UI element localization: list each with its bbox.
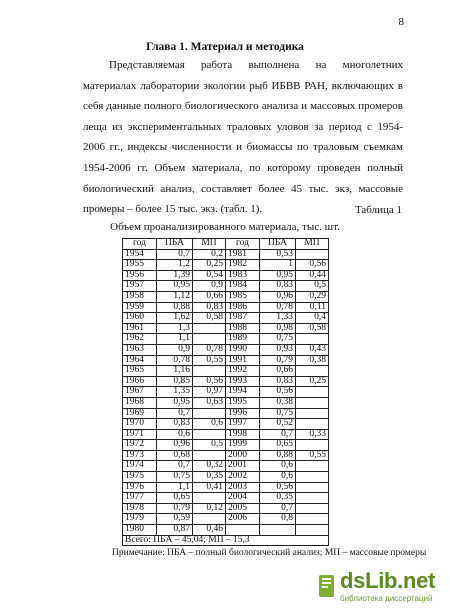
cell-mp	[296, 249, 329, 260]
cell-year: 2006	[226, 514, 260, 525]
cell-pba: 1,1	[157, 334, 193, 345]
header-cell-pba: ПБА	[260, 239, 296, 250]
cell-mp: 0,44	[296, 270, 329, 281]
cell-pba: 0,9	[157, 344, 193, 355]
cell-pba: 0,56	[260, 387, 296, 398]
cell-pba: 0,83	[260, 281, 296, 292]
cell-pba: 0,38	[260, 397, 296, 408]
table-row	[123, 366, 329, 377]
table-row	[123, 429, 329, 440]
cell-mp: 0,46	[193, 525, 226, 536]
table-row	[123, 281, 329, 292]
dslib-name: dsLib.net	[340, 568, 436, 593]
table-row	[123, 525, 329, 536]
cell-mp: 0,43	[296, 344, 329, 355]
cell-pba: 0,75	[157, 472, 193, 483]
cell-year: 1987	[226, 313, 260, 324]
chapter-title: Глава 1. Материал и методика	[146, 41, 304, 53]
cell-year: 1956	[123, 270, 157, 281]
cell-year: 1978	[123, 503, 157, 514]
cell-year: 1960	[123, 313, 157, 324]
cell-year: 1959	[123, 302, 157, 313]
cell-year: 1986	[226, 302, 260, 313]
cell-year: 1997	[226, 419, 260, 430]
table-row	[123, 249, 329, 260]
cell-mp	[193, 366, 226, 377]
cell-pba: 1,16	[157, 366, 193, 377]
table-row	[123, 461, 329, 472]
table-row	[123, 419, 329, 430]
cell-pba: 0,96	[260, 291, 296, 302]
cell-year: 1998	[226, 429, 260, 440]
cell-year: 1971	[123, 429, 157, 440]
cell-mp: 0,5	[193, 440, 226, 451]
cell-pba: 0,6	[157, 429, 193, 440]
cell-mp: 0,33	[296, 429, 329, 440]
table-row	[123, 482, 329, 493]
cell-mp: 0,56	[193, 376, 226, 387]
cell-mp	[296, 482, 329, 493]
cell-mp: 0,38	[296, 355, 329, 366]
cell-pba: 1	[260, 260, 296, 271]
cell-year: 1968	[123, 397, 157, 408]
cell-pba: 0,65	[157, 493, 193, 504]
cell-year: 1995	[226, 397, 260, 408]
table-total-row	[123, 535, 329, 546]
cell-pba: 0,75	[260, 334, 296, 345]
cell-pba: 0,78	[260, 302, 296, 313]
cell-year: 1980	[123, 525, 157, 536]
cell-year: 1983	[226, 270, 260, 281]
cell-pba: 0,56	[260, 482, 296, 493]
cell-pba: 1,39	[157, 270, 193, 281]
cell-year: 1970	[123, 419, 157, 430]
cell-mp	[296, 387, 329, 398]
table-header-row	[123, 239, 329, 250]
cell-mp	[296, 525, 329, 536]
cell-pba: 0,96	[157, 440, 193, 451]
cell-mp: 0,9	[193, 281, 226, 292]
cell-mp: 0,54	[193, 270, 226, 281]
cell-pba: 0,7	[260, 429, 296, 440]
cell-year: 1966	[123, 376, 157, 387]
cell-mp: 0,35	[193, 472, 226, 483]
cell-pba: 0,52	[260, 419, 296, 430]
cell-year: 1985	[226, 291, 260, 302]
cell-mp: 0,2	[193, 249, 226, 260]
cell-mp: 0,83	[193, 302, 226, 313]
cell-mp	[296, 334, 329, 345]
cell-year: 1969	[123, 408, 157, 419]
cell-pba: 0,53	[260, 249, 296, 260]
paragraph-text: Представляемая работа выполнена на многолетних материалах лаборатории экологии рыб ИБВВ РАН, включающих в себя данные полного биологического анализа и массовых промеров леща из экспериментальных траловых уловов за период с 1954-2006 гг., индексы численности и биомассы по траловым съемкам 1954-2006 гг. Объем материала, по которому проведен полный биологический анализ, составляет более 45 тыс. экз, массовые промеры – более 15 тыс. экз. (табл. 1).	[83, 59, 403, 216]
cell-pba: 0,88	[157, 302, 193, 313]
cell-year: 1988	[226, 323, 260, 334]
dslib-tagline: библиотека диссертаций	[340, 594, 433, 603]
table-total-cell: Всего: ПБА – 45,04; МП – 15,3	[123, 535, 329, 546]
cell-mp	[296, 366, 329, 377]
cell-year: 1957	[123, 281, 157, 292]
cell-year: 2000	[226, 450, 260, 461]
cell-year: 1965	[123, 366, 157, 377]
table-row	[123, 472, 329, 483]
table-row	[123, 376, 329, 387]
cell-pba: 0,7	[157, 249, 193, 260]
cell-year: 2002	[226, 472, 260, 483]
cell-mp: 0,25	[296, 376, 329, 387]
cell-mp: 0,97	[193, 387, 226, 398]
cell-pba: 1,3	[157, 323, 193, 334]
cell-year: 1993	[226, 376, 260, 387]
cell-year: 1979	[123, 514, 157, 525]
cell-pba: 0,83	[260, 376, 296, 387]
header-cell-pba: ПБА	[157, 239, 193, 250]
cell-year: 1973	[123, 450, 157, 461]
cell-year: 1963	[123, 344, 157, 355]
cell-pba: 0,66	[260, 366, 296, 377]
cell-year: 1964	[123, 355, 157, 366]
table-row	[123, 291, 329, 302]
cell-year: 1955	[123, 260, 157, 271]
material-table	[122, 238, 329, 546]
cell-pba: 0,88	[260, 450, 296, 461]
cell-pba: 0,98	[260, 323, 296, 334]
cell-mp	[296, 472, 329, 483]
body-paragraph	[83, 55, 403, 220]
cell-pba: 0,6	[260, 461, 296, 472]
dslib-watermark[interactable]	[318, 568, 448, 608]
cell-year: 1989	[226, 334, 260, 345]
cell-mp: 0,25	[193, 260, 226, 271]
table-row	[123, 450, 329, 461]
table-row	[123, 387, 329, 398]
cell-pba: 1,35	[157, 387, 193, 398]
cell-year: 1999	[226, 440, 260, 451]
table-row	[123, 355, 329, 366]
cell-mp	[193, 514, 226, 525]
cell-mp: 0,58	[296, 323, 329, 334]
table-row	[123, 493, 329, 504]
cell-year: 1961	[123, 323, 157, 334]
cell-mp: 0,55	[193, 355, 226, 366]
cell-year: 1977	[123, 493, 157, 504]
cell-year: 1967	[123, 387, 157, 398]
cell-year: 1990	[226, 344, 260, 355]
cell-mp: 0,4	[296, 313, 329, 324]
table-row	[123, 397, 329, 408]
cell-mp	[296, 397, 329, 408]
cell-mp	[296, 514, 329, 525]
cell-year: 1984	[226, 281, 260, 292]
table-row	[123, 260, 329, 271]
cell-year: 1958	[123, 291, 157, 302]
cell-mp: 0,66	[193, 291, 226, 302]
table-row	[123, 334, 329, 345]
cell-pba: 0,7	[157, 408, 193, 419]
cell-pba: 0,8	[260, 514, 296, 525]
cell-pba: 1,33	[260, 313, 296, 324]
cell-mp: 0,78	[193, 344, 226, 355]
cell-pba: 0,6	[260, 472, 296, 483]
cell-pba: 0,83	[157, 419, 193, 430]
cell-mp	[296, 419, 329, 430]
cell-pba: 0,68	[157, 450, 193, 461]
cell-year: 1996	[226, 408, 260, 419]
cell-mp	[296, 408, 329, 419]
cell-pba: 1,62	[157, 313, 193, 324]
table-row	[123, 440, 329, 451]
cell-pba: 0,95	[157, 397, 193, 408]
cell-mp	[193, 334, 226, 345]
cell-pba	[260, 525, 296, 536]
table-row	[123, 313, 329, 324]
cell-mp	[296, 440, 329, 451]
table-caption: Объем проанализированного материала, тыс. шт.	[110, 221, 340, 233]
page-number: 8	[398, 16, 404, 28]
cell-pba: 0,35	[260, 493, 296, 504]
cell-year: 1962	[123, 334, 157, 345]
cell-year	[226, 525, 260, 536]
cell-year: 2003	[226, 482, 260, 493]
table-row	[123, 503, 329, 514]
cell-mp: 0,29	[296, 291, 329, 302]
table-note: Примечание: ПБА – полный биологический анализ; МП – массовые промеры	[112, 548, 427, 558]
cell-pba: 1,1	[157, 482, 193, 493]
table-body	[123, 249, 329, 535]
cell-pba: 1,2	[157, 260, 193, 271]
table-row	[123, 344, 329, 355]
cell-year: 1982	[226, 260, 260, 271]
cell-pba: 0,78	[157, 355, 193, 366]
cell-mp	[193, 429, 226, 440]
cell-mp	[193, 323, 226, 334]
dslib-logo-icon	[318, 572, 336, 600]
cell-pba: 1,12	[157, 291, 193, 302]
header-cell-year: год	[226, 239, 260, 250]
cell-mp	[193, 408, 226, 419]
cell-year: 1972	[123, 440, 157, 451]
cell-year: 1975	[123, 472, 157, 483]
cell-year: 2005	[226, 503, 260, 514]
cell-mp	[193, 493, 226, 504]
cell-year: 1991	[226, 355, 260, 366]
header-cell-year: год	[123, 239, 157, 250]
cell-pba: 0,95	[260, 270, 296, 281]
cell-mp: 0,5	[296, 281, 329, 292]
cell-pba: 0,79	[157, 503, 193, 514]
cell-year: 1976	[123, 482, 157, 493]
table-label: Таблица 1	[354, 204, 402, 216]
cell-mp: 0,6	[193, 419, 226, 430]
cell-year: 2004	[226, 493, 260, 504]
cell-pba: 0,87	[157, 525, 193, 536]
table-row	[123, 302, 329, 313]
cell-pba: 0,79	[260, 355, 296, 366]
cell-year: 1994	[226, 387, 260, 398]
cell-pba: 0,85	[157, 376, 193, 387]
cell-year: 2001	[226, 461, 260, 472]
cell-mp: 0,56	[296, 260, 329, 271]
cell-pba: 0,65	[260, 440, 296, 451]
cell-year: 1981	[226, 249, 260, 260]
cell-mp	[296, 503, 329, 514]
header-cell-mp: МП	[296, 239, 329, 250]
cell-pba: 0,7	[260, 503, 296, 514]
cell-mp: 0,12	[193, 503, 226, 514]
cell-pba: 0,7	[157, 461, 193, 472]
cell-mp: 0,58	[193, 313, 226, 324]
cell-mp: 0,63	[193, 397, 226, 408]
cell-pba: 0,93	[260, 344, 296, 355]
cell-mp: 0,41	[193, 482, 226, 493]
cell-year: 1954	[123, 249, 157, 260]
cell-mp	[193, 450, 226, 461]
table-row	[123, 323, 329, 334]
table-row	[123, 408, 329, 419]
cell-mp: 0,11	[296, 302, 329, 313]
cell-year: 1992	[226, 366, 260, 377]
cell-mp: 0,32	[193, 461, 226, 472]
cell-mp	[296, 461, 329, 472]
header-cell-mp: МП	[193, 239, 226, 250]
cell-pba: 0,59	[157, 514, 193, 525]
cell-mp	[296, 493, 329, 504]
cell-mp: 0,55	[296, 450, 329, 461]
cell-year: 1974	[123, 461, 157, 472]
table-row	[123, 270, 329, 281]
table-row	[123, 514, 329, 525]
cell-pba: 0,75	[260, 408, 296, 419]
cell-pba: 0,95	[157, 281, 193, 292]
